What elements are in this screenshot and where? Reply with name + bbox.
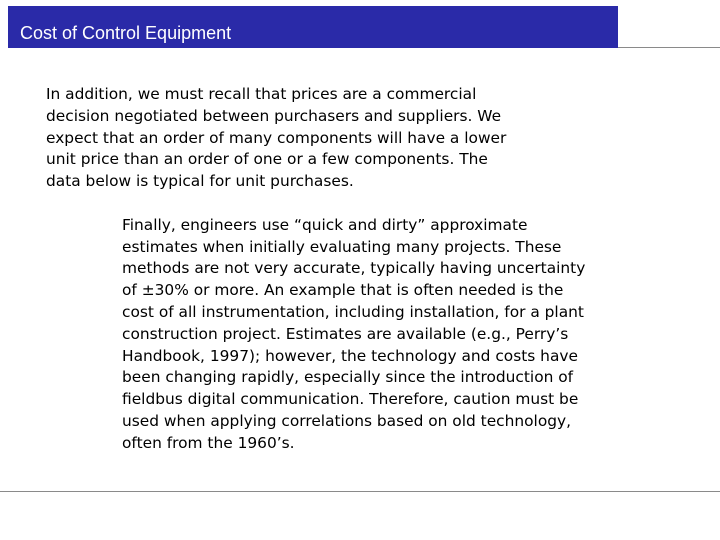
text-line: In addition, we must recall that prices are a commercial bbox=[46, 85, 477, 103]
text-line: fieldbus digital communication. Therefore, caution must be bbox=[122, 390, 579, 409]
text-line: often from the 1960’s. bbox=[122, 433, 295, 452]
text-line: unit price than an order of one or a few components. The bbox=[46, 150, 488, 169]
text-line: estimates when initially evaluating many projects. These bbox=[122, 237, 562, 256]
text-line: cost of all instrumentation, including installation, for a plant bbox=[122, 302, 584, 321]
slide-body bbox=[46, 84, 626, 455]
text-line: Finally, engineers use “quick and dirty” approximate bbox=[122, 215, 528, 234]
text-line: Handbook, 1997); however, the technology and costs have bbox=[122, 346, 578, 365]
paragraph-intro bbox=[46, 84, 626, 193]
paragraph-estimates bbox=[46, 215, 626, 455]
text-line: been changing rapidly, especially since the introduction of bbox=[122, 368, 574, 387]
footer-divider bbox=[0, 491, 720, 492]
text-line: of ±30% or more. An example that is often needed is the bbox=[122, 281, 564, 300]
text-line: used when applying correlations based on old technology, bbox=[122, 411, 572, 430]
title-divider bbox=[618, 47, 720, 48]
text-line: decision negotiated between purchasers and suppliers. We bbox=[46, 106, 502, 125]
text-line: construction project. Estimates are available (e.g., Perry’s bbox=[122, 324, 569, 343]
slide-title: Cost of Control Equipment bbox=[20, 23, 232, 43]
text-line: data below is typical for unit purchases. bbox=[46, 172, 354, 191]
text-line: expect that an order of many components will have a lower bbox=[46, 128, 507, 147]
text-line: methods are not very accurate, typically having uncertainty bbox=[122, 259, 586, 278]
title-bar bbox=[8, 6, 618, 48]
